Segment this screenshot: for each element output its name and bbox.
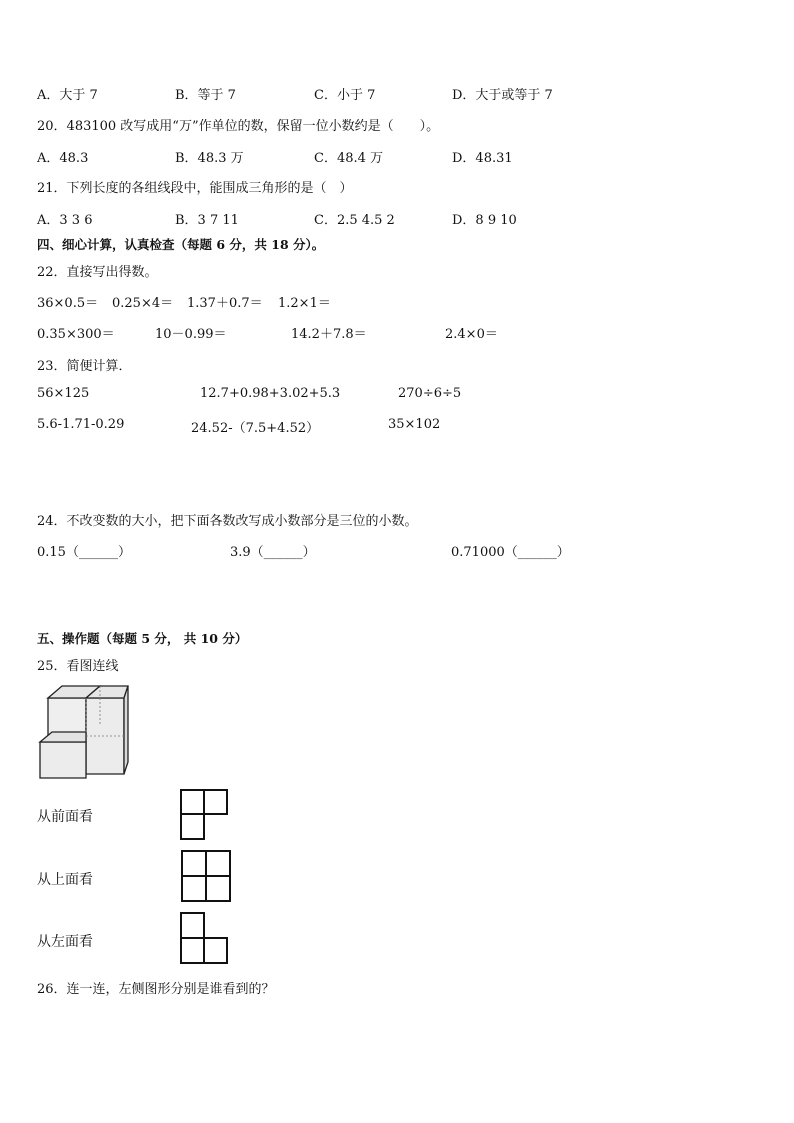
q20-option-c: C．48.4 万 [314, 151, 384, 166]
q26-question: 26．连一连，左侧图形分别是谁看到的？ [37, 982, 275, 997]
q24-blank-item[interactable]: 3.9（______） [230, 545, 316, 560]
section-5-heading: 五、操作题（每题 5 分， 共 10 分） [37, 631, 248, 646]
section-4-heading: 四、细心计算，认真检查（每题 6 分，共 18 分）。 [37, 237, 325, 252]
view-shape-a[interactable] [180, 789, 230, 841]
q23-item: 5.6-1.71-0.29 [37, 417, 125, 432]
q22-item: 36×0.5＝ [37, 296, 99, 311]
q22-item: 0.25×4＝ [112, 296, 174, 311]
q20-option-b: B．48.3 万 [175, 151, 244, 166]
q21-option-c: C．2.5 4.5 2 [314, 213, 395, 228]
q21-option-a: A．3 3 6 [37, 213, 93, 228]
cube-stack-figure [38, 684, 130, 780]
q22-item: 10－0.99＝ [155, 327, 227, 342]
q20-option-d: D．48.31 [452, 151, 513, 166]
q24-question: 24．不改变数的大小，把下面各数改写成小数部分是三位的小数。 [37, 514, 418, 529]
q23-item: 35×102 [388, 417, 441, 432]
q23-item: 24.52-（7.5+4.52） [191, 421, 320, 436]
q22-question: 22．直接写出得数。 [37, 265, 158, 280]
view-label-left: 从左面看 [37, 934, 93, 950]
q20-question: 20．483100 改写成用“万”作单位的数，保留一位小数约是（ ）。 [37, 119, 440, 134]
view-label-top: 从上面看 [37, 872, 93, 888]
q24-blank-item[interactable]: 0.15（______） [37, 545, 131, 560]
q23-item: 56×125 [37, 386, 90, 401]
q24-blank-item[interactable]: 0.71000（______） [451, 545, 570, 560]
q22-item: 14.2＋7.8＝ [291, 327, 367, 342]
view-shape-b[interactable] [181, 850, 233, 904]
q22-item: 2.4×0＝ [445, 327, 498, 342]
q25-question: 25．看图连线 [37, 659, 119, 674]
q21-option-b: B．3 7 11 [175, 213, 239, 228]
view-label-front: 从前面看 [37, 809, 93, 825]
q22-item: 0.35×300＝ [37, 327, 115, 342]
q21-question: 21．下列长度的各组线段中，能围成三角形的是（ ） [37, 181, 353, 196]
q23-question: 23．简便计算． [37, 359, 132, 374]
q21-option-d: D．8 9 10 [452, 213, 517, 228]
q23-item: 270÷6÷5 [398, 386, 462, 401]
q19-option-d: D．大于或等于 7 [452, 88, 553, 103]
q19-option-a: A．大于 7 [37, 88, 98, 103]
q22-item: 1.37＋0.7＝ [187, 296, 263, 311]
q20-option-a: A．48.3 [37, 151, 89, 166]
q22-item: 1.2×1＝ [278, 296, 331, 311]
view-shape-c[interactable] [180, 912, 230, 966]
q23-item: 12.7+0.98+3.02+5.3 [200, 386, 341, 401]
q19-option-b: B．等于 7 [175, 88, 236, 103]
q19-option-c: C．小于 7 [314, 88, 376, 103]
